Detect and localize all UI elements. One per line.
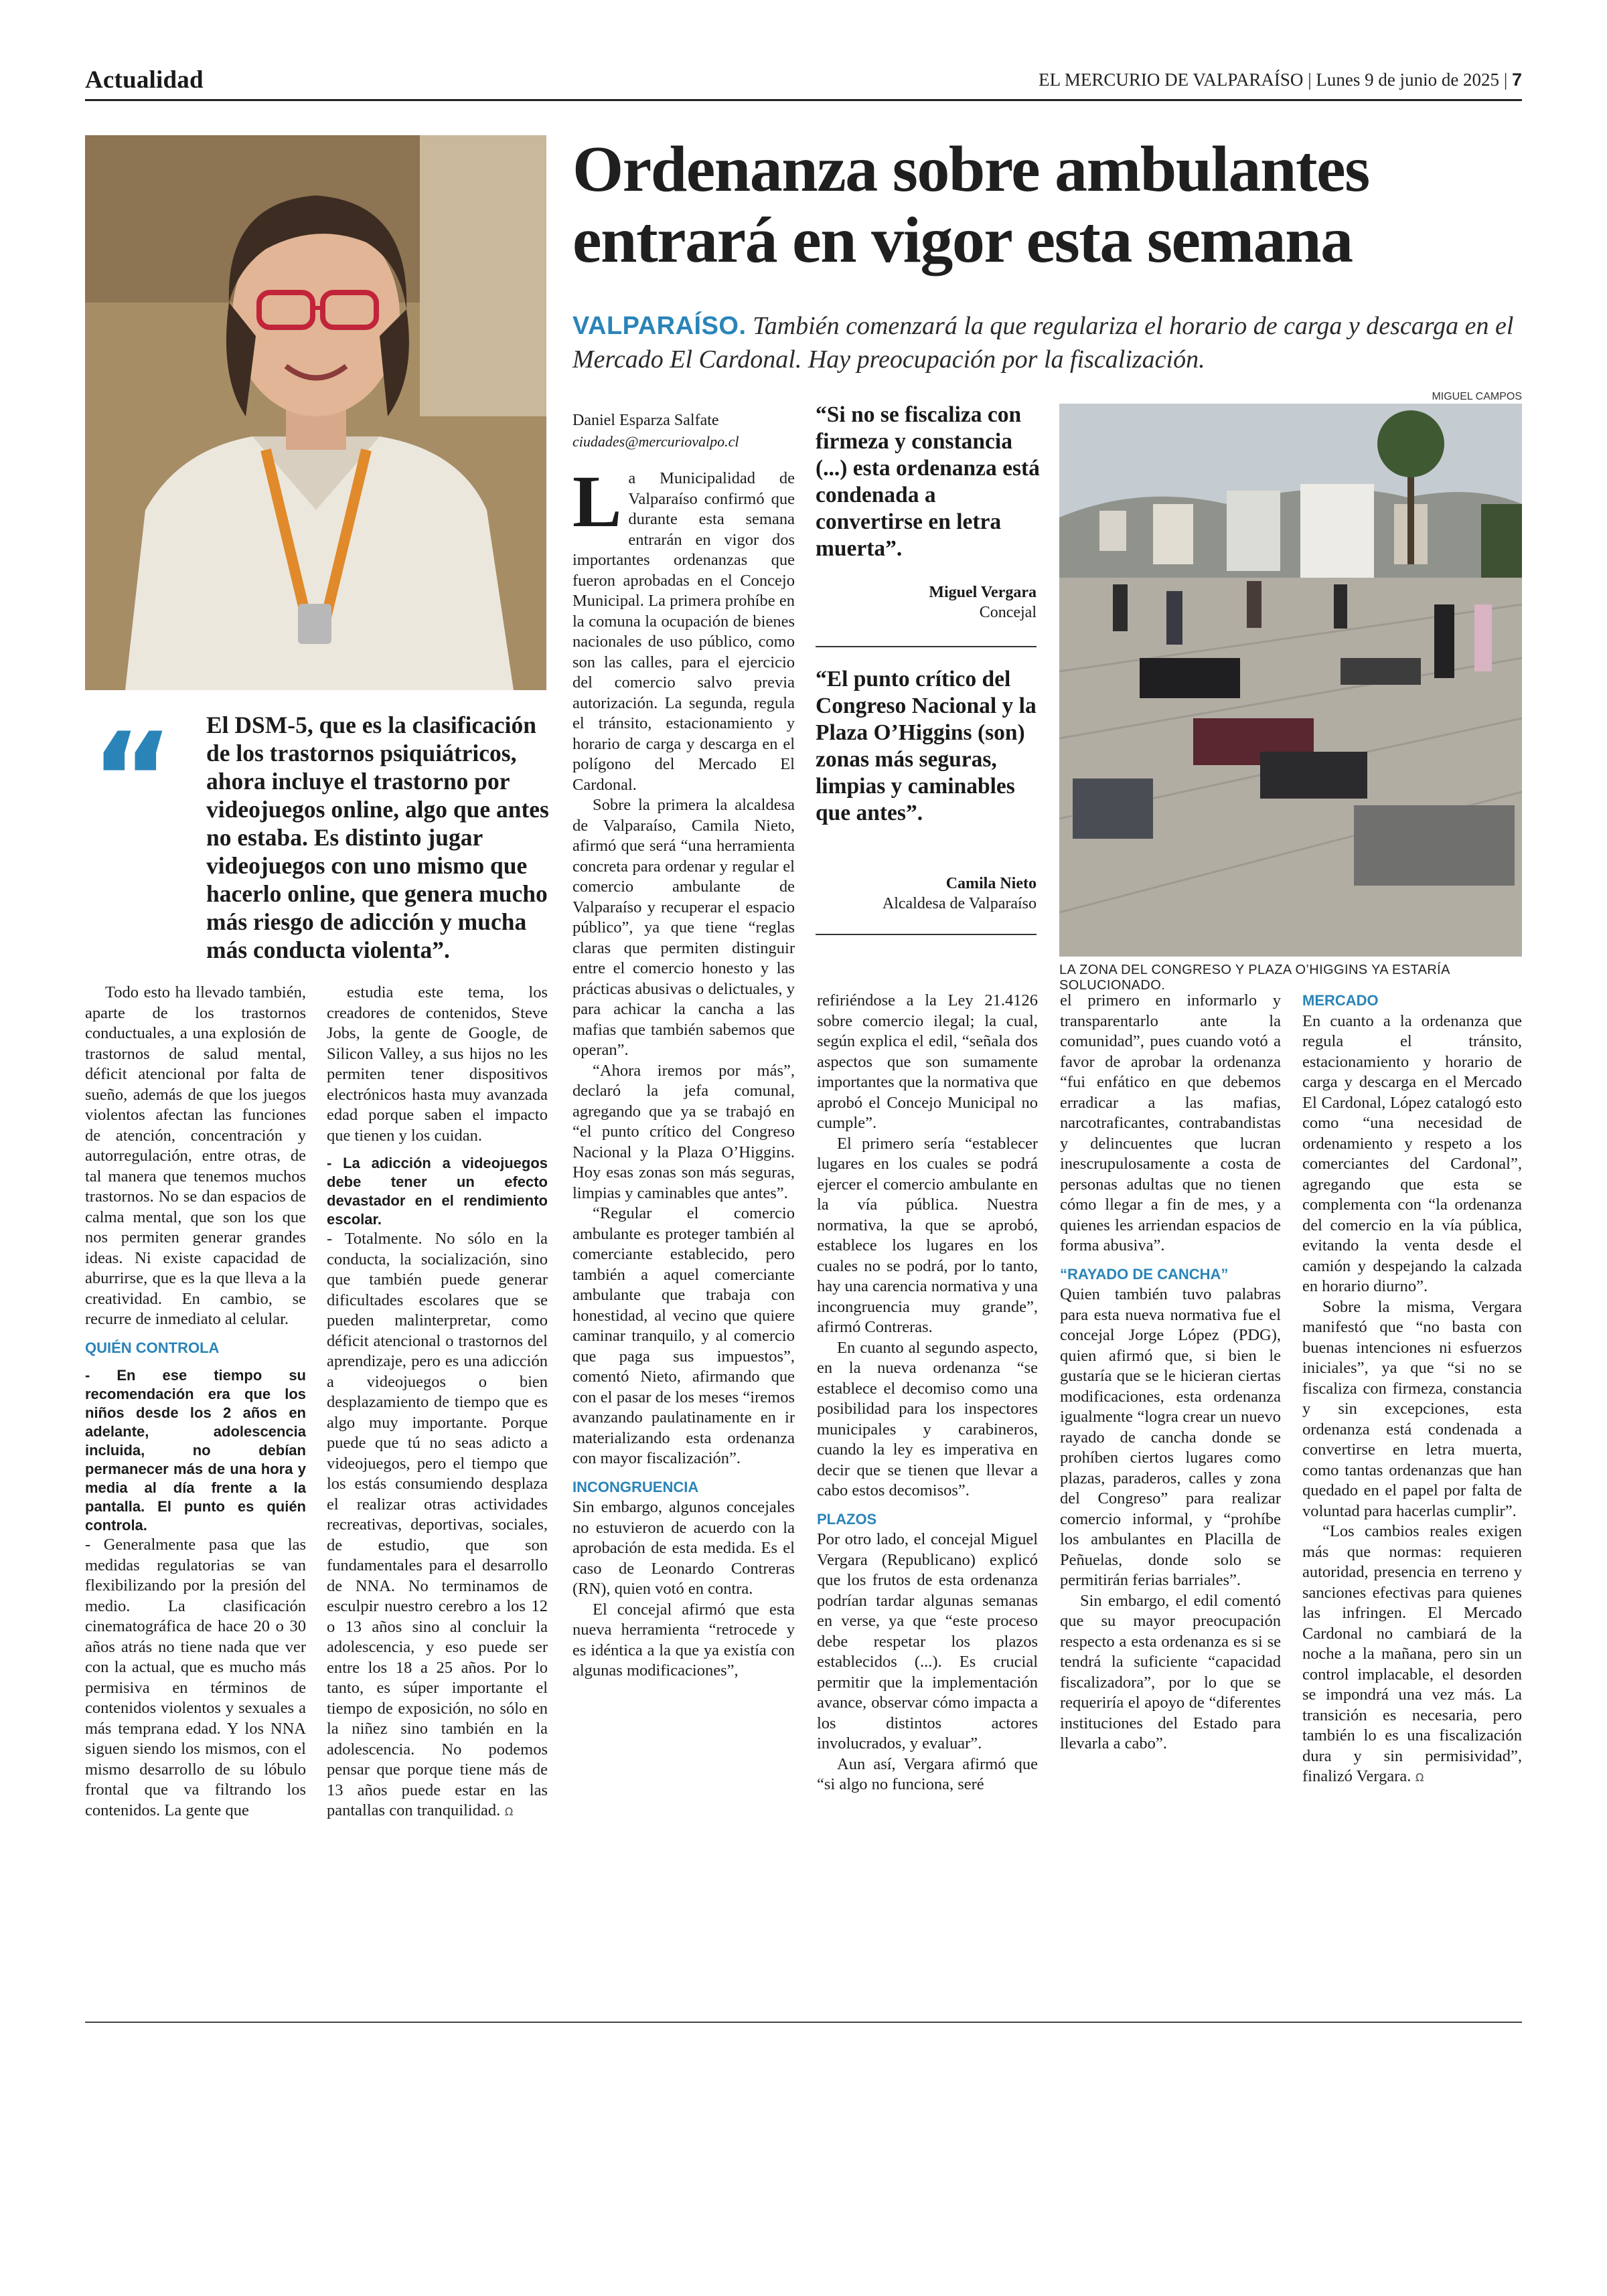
end-mark-icon: ꭥ (1415, 1768, 1424, 1785)
paragraph: El concejal afirmó que esta nueva herramienta “retrocede y es idéntica a la que ya existía con algunas modificaciones”, (572, 1600, 795, 1679)
article-deck (572, 309, 1523, 376)
subheading-plazos: PLAZOS (817, 1510, 877, 1528)
paragraph: En cuanto al segundo aspecto, en la nueva ordenanza “se establece el decomiso como una posibilidad para los inspectores municipales y carabineros, cuando la ley es imperativa en decir que se tienen que llevar a cabo estos decomisos”. (817, 1338, 1038, 1499)
article-column-c (1060, 991, 1281, 1754)
pull-quote-vergara: “Si no se fiscaliza con firmeza y constancia (...) esta ordenanza está condenada a convertirse en letra muerta”. (816, 402, 1040, 561)
attribution-role: Concejal (979, 604, 1037, 621)
byline (572, 410, 753, 453)
market-scene-illustration (1059, 404, 1522, 957)
footer-rule (85, 2022, 1522, 2023)
page-number: 7 (1511, 70, 1522, 90)
pull-quote-nieto-attribution (816, 874, 1037, 914)
subheading-mercado: MERCADO (1302, 992, 1379, 1009)
paragraph: refiriéndose a la Ley 21.4126 sobre comercio ilegal; la cual, según explica el edil, “señala dos aspectos que son sumamente importantes que la normativa que aprobó el Concejo Municipal no cumple”. (817, 991, 1038, 1132)
paragraph: “Ahora iremos por más”, declaró la jefa comunal, agregando que ya se trabajó en “el punto crítico del Congreso Nacional y la Plaza O’Higgins. Hoy esas zonas son más seguras, limpias y caminables que antes”. (572, 1061, 795, 1202)
portrait-illustration (85, 135, 546, 690)
sidebar-column-1 (85, 983, 306, 1821)
paragraph: Por otro lado, el concejal Miguel Vergara (Republicano) explicó que los frutos de esta ordenanza podrían tardar algunas semanas en verse, ya que “este proceso debe respetar los plazos establecidos (...). Es crucial permitir que la implementación avance, observar cómo impacta a los distintos actores involucrados, y evaluar”. (817, 1530, 1038, 1752)
paragraph: “Los cambios reales exigen más que normas: requieren autoridad, presencia en terreno y sanciones efectivas para quienes las infringen. El Mercado Cardonal no cambiará de la noche a la mañana, pero sin un control implacable, el desorden se impondrá una vez más. La transición es necesaria, pero también lo es una fiscalización dura y sin permisividad”, finalizó Vergara. ꭥ (1302, 1522, 1522, 1785)
attribution-role: Alcaldesa de Valparaíso (882, 895, 1037, 912)
paragraph: Todo esto ha llevado también, aparte de los trastornos conductuales, a una explosión de trastornos de salud mental, déficit atencional por falta de sueño, además de que los juegos violentos afectan las funciones de atención, concentración y autorregulación, entre otras, de tal manera que tenemos muchos trastornos. No se dan espacios de calma mental, que son los que nos permiten generar grandes ideas. Ni existe capacidad de aburrirse, que es la que lleva a la creatividad. En cambio, se recurre de inmediato al celular. (85, 983, 306, 1328)
deck-place: VALPARAÍSO. (572, 312, 747, 340)
article-column-d (1302, 991, 1522, 1787)
paragraph: Sobre la primera la alcaldesa de Valparaíso, Camila Nieto, afirmó que será “una herramienta concreta para ordenar y regular el comercio ambulante de Valparaíso y recuperar el espacio público”, ya que tiene “reglas claras que permiten distinguir entre el comercio honesto y las prácticas abusivas o delictuales, y para achicar la cancha a las mafias que también sabemos que operan”. (572, 796, 795, 1059)
author-email[interactable]: ciudades@mercuriovalpo.cl (572, 433, 739, 450)
street-market-photo (1059, 404, 1522, 957)
pull-quote-nieto: “El punto crítico del Congreso Nacional y la Plaza O’Higgins (son) zonas más seguras, limpias y caminables que antes”. (816, 667, 1037, 825)
header-rule (85, 99, 1522, 101)
paragraph: Sin embargo, algunos concejales no estuvieron de acuerdo con la aprobación de esta medida. Es el caso de Leonardo Contreras (RN), quien votó en contra. (572, 1498, 795, 1598)
paragraph: Aun así, Vergara afirmó que “si algo no funciona, seré (817, 1754, 1038, 1793)
paragraph: En cuanto a la ordenanza que regula el tránsito, estacionamiento y horario de carga y descarga en el Mercado El Cardonal, López catalogó esto como “una necesidad de ordenamiento y respeto a los comerciantes del Cardonal”, agregando que esta se complementa con “la ordenanza del comercio en la vía pública, evitando la venta desde el camión y despejando la calzada en horario diurno”. (1302, 1011, 1522, 1295)
paragraph: Sobre la misma, Vergara manifestó que “no basta con buenas intenciones ni esfuerzos iniciales”, ya que “si no se fiscaliza con firmeza, constancia y sin excepciones, esta ordenanza está condenada a convertirse en letra muerta, como tantas ordenanzas que han quedado en el papel por falta de voluntad para hacerlas cumplir”. (1302, 1297, 1522, 1520)
drop-cap: L (572, 461, 622, 542)
sidebar-pull-quote: El DSM-5, que es la clasificación de los trastornos psiquiátricos, ahora incluye el trastorno por videojuegos online, algo que antes no estaba. Es distinto jugar videojuegos con uno mismo que hacerlo online, que genera mucho más riesgo de adicción y mucha más conducta violenta”. (206, 712, 549, 963)
paragraph: el primero en informarlo y transparentarlo ante la comunidad”, pues cuando votó a favor de aprobar la ordenanza “fui enfático en que debemos erradicar a las mafias, narcotraficantes, contrabandistas y delincuentes que lucran inescrupulosamente a costa de personas adultas que no tienen cómo llegar a fin de mes, y a quienes les arriendan espacios de forma abusiva”. (1060, 991, 1281, 1254)
paragraph: El primero sería “establecer lugares en los cuales se podrá ejercer el comercio ambulante en la vía pública. Nuestra normativa, la que se aprobó, establece los lugares en los cuales no se podrá, por lo tanto, hay una carencia normativa y una incongruencia muy grande”, afirmó Contreras. (817, 1134, 1038, 1336)
publication-name: EL MERCURIO DE VALPARAÍSO (1039, 70, 1304, 90)
article-column-a (572, 461, 795, 1682)
pull-quote-divider (816, 646, 1037, 647)
paragraph: Sin embargo, el edil comentó que su mayor preocupación respecto a esta ordenanza es si se tendrá la suficiente “capacidad fiscalizadora”, por lo que se requeriría el apoyo de “diferentes instituciones del Estado para llevarla a cabo”. (1060, 1591, 1281, 1752)
sidebar-column-2 (327, 983, 548, 1821)
lead-paragraph: La Municipalidad de Valparaíso confirmó que durante esta semana entrarán en vigor dos importantes ordenanzas que fueron aprobadas en el Concejo Municipal. La primera prohíbe en la comuna la ocupación de bienes nacionales de uso público, como son las calles, para el ejercicio del comercio salvo previa autorización. La segunda, regula el tránsito, estacionamiento y horario de carga y descarga en el polígono del Mercado El Cardonal. (572, 461, 795, 794)
section-label: Actualidad (85, 66, 204, 94)
page-header-info: EL MERCURIO DE VALPARAÍSO | Lunes 9 de junio de 2025 | 7 (1039, 70, 1522, 90)
publication-date: Lunes 9 de junio de 2025 (1316, 70, 1500, 90)
interview-question: - En ese tiempo su recomendación era que los niños desde los 2 años en adelante, adolescencia incluida, no debían permanecer más de una hora y media al día frente a la pantalla. El punto es quién controla. (85, 1367, 306, 1534)
author-name: Daniel Esparza Salfate (572, 412, 719, 429)
attribution-name: Miguel Vergara (929, 584, 1037, 601)
subheading-incongruencia: INCONGRUENCIA (572, 1478, 699, 1495)
pull-quote-divider (816, 934, 1037, 935)
paragraph: “Regular el comercio ambulante es proteger también al comerciante establecido, pero también a aquel comerciante ambulante que trabaja con honestidad, al vecino que quiere caminar tranquilo, y al comercio que paga sus impuestos”, comentó Nieto, afirmando que con el pasar de los meses “iremos avanzando paulatinamente en ir materializando esta ordenanza con mayor fiscalización”. (572, 1204, 795, 1467)
paragraph: estudia este tema, los creadores de contenidos, Steve Jobs, la gente de Google, de Silicon Valley, a sus hijos no les permiten tener dispositivos electrónicos hasta muy avanzada edad porque saben el impacto que tienen y los cuidan. (327, 983, 548, 1145)
attribution-name: Camila Nieto (945, 875, 1037, 892)
interview-answer: - Generalmente pasa que las medidas regulatorias se van flexibilizando por la presión del medio. La clasificación cinematográfica de hace 20 o 30 años atrás no tiene nada que ver con la actual, que es mucho más permisiva en términos de contenidos violentos y sexuales a más temprana edad. Y los NNA siguen siendo los mismos, con el mismo desarrollo de su lóbulo frontal que va filtrando los contenidos. La gente que (85, 1536, 306, 1819)
article-headline: Ordenanza sobre ambulantes entrará en vigor esta semana (572, 133, 1369, 276)
paragraph: Quien también tuvo palabras para esta nueva normativa fue el concejal Jorge López (PDG), quien afirmó que, si bien le gustaría que se le hicieran ciertas modificaciones, esta ordenanza igualmente “logra crear un nuevo rayado de cancha donde se prohíben ciertos lugares como plazas, paraderos, calles y zona del Congreso” para realizar comercio informal, y “prohíbe los ambulantes en Placilla de Peñuelas, donde solo se permitirán ferias barriales”. (1060, 1285, 1281, 1589)
interview-portrait-photo (85, 135, 546, 690)
quote-mark-icon: “ (90, 706, 174, 853)
photo-credit: MIGUEL CAMPOS (1432, 391, 1522, 402)
deck-text: También comenzará la que regulariza el horario de carga y descarga en el Mercado El Cardonal. Hay preocupación por la fiscalización. (572, 312, 1514, 374)
photo-caption: LA ZONA DEL CONGRESO Y PLAZA O’HIGGINS YA ESTARÍA SOLUCIONADO. (1059, 963, 1450, 993)
subheading-quien-controla: QUIÉN CONTROLA (85, 1339, 220, 1356)
interview-question: - La adicción a videojuegos debe tener un efecto devastador en el rendimiento escolar. (327, 1155, 548, 1228)
pull-quote-vergara-attribution (816, 582, 1037, 623)
interview-answer: - Totalmente. No sólo en la conducta, la socialización, sino que también puede generar dificultades escolares que se pueden malinterpretar, como déficit atencional o trastornos del aprendizaje, pero es una adicción a videojuegos o bien desplazamiento de tiempo que es algo muy importante. Porque puede que tú no seas adicto a videojuegos, pero el tiempo que los estás consumiendo desplaza el realizar otras actividades recreativas, deportivas, sociales, de estudio, que son fundamentales para el desarrollo de NNA. No terminamos de esculpir nuestro cerebro a los 12 o 13 años sino al concluir la adolescencia, y eso puede ser entre los 18 a 25 años. Por lo tanto, es súper importante el tiempo de exposición, no sólo en la niñez sino también en la adolescencia. No podemos pensar que porque tiene más de 13 años puede estar en las pantallas con tranquilidad. ꭥ (327, 1230, 548, 1819)
subheading-rayado-de-cancha: “RAYADO DE CANCHA” (1060, 1265, 1229, 1283)
end-mark-icon: ꭥ (504, 1802, 514, 1819)
article-column-b (817, 991, 1038, 1795)
